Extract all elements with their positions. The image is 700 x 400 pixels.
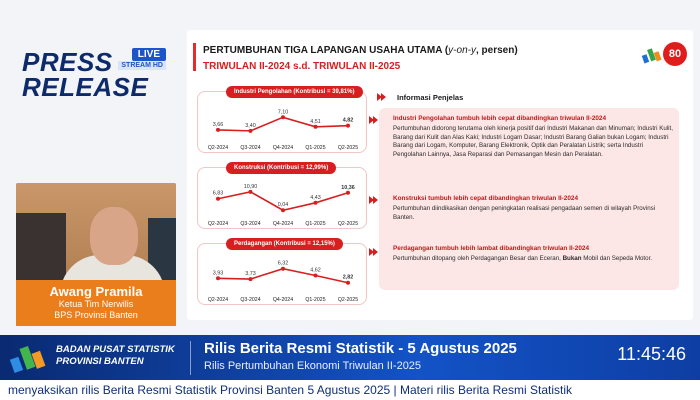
release-text: RELEASE: [22, 72, 149, 102]
x-tick-label: Q4-2024: [272, 297, 294, 303]
bps-logo-icon: [8, 340, 52, 376]
data-point: [314, 274, 318, 278]
pointer-icon: [369, 248, 379, 256]
info-text-bold: Bukan: [562, 255, 582, 262]
info-block-perdagangan: [393, 245, 673, 264]
anniversary-80-badge: 80: [663, 42, 687, 66]
org-name: [56, 344, 175, 368]
chart-title: Perdagangan (Kontribusi = 12,15%): [226, 238, 343, 250]
speaker-name: Awang Pramila: [49, 284, 143, 299]
data-label: 3,66: [212, 121, 224, 128]
data-label: 3,40: [245, 122, 256, 129]
press-release-logo: [22, 47, 163, 102]
x-tick-label: Q3-2024: [240, 145, 261, 151]
speaker-head: [90, 207, 138, 265]
x-tick-label: Q1-2025: [305, 221, 326, 227]
info-text: [393, 255, 673, 264]
data-label: 4,82: [342, 117, 354, 124]
slide-title: [203, 45, 518, 56]
info-heading: Industri Pengolahan tumbuh lebih cepat dibandingkan triwulan II-2024: [393, 115, 607, 122]
bps-logo-icon: [641, 44, 663, 66]
triangle-icon: [381, 93, 386, 101]
news-ticker: [0, 380, 700, 400]
data-label: 3,73: [245, 271, 256, 278]
x-tick-label: Q2-2025: [337, 221, 359, 227]
slide-subtitle: TRIWULAN II-2024 s.d. TRIWULAN II-2025: [203, 61, 401, 72]
slide-title-end: , persen): [475, 45, 518, 56]
info-panel: [379, 108, 679, 290]
info-text: Pertumbuhan didorong terutama oleh kinerja positif dari Industri Makanan dan Minuman; Industri Kulit, Barang dari Kulit dan Alas Kaki; Industri Logam Dasar; Industri Barang Galian bukan Logam; Industri Barang dari Logam, Komputer, Barang Elektronik, Optik dan Peralatan Listrik; serta Industri Pengolahan Lainnya, Jasa Reparasi dan Pemasangan Mesin dan Peralatan.: [393, 125, 673, 158]
chart-industri-svg: [198, 92, 368, 154]
data-label: 4,51: [310, 118, 321, 125]
x-tick-label: Q4-2024: [272, 221, 294, 227]
chart-industri-pengolahan: [197, 91, 367, 153]
x-tick-label: Q2-2025: [337, 297, 359, 303]
clock: 11:45:46: [617, 344, 686, 364]
info-text-part: Pertumbuhan ditopang oleh Perdagangan Besar dan Eceran,: [393, 255, 563, 262]
org-name-line2: PROVINSI BANTEN: [56, 356, 144, 367]
pointer-icon: [369, 196, 379, 204]
info-block-konstruksi: [393, 195, 673, 222]
ticker-text: menyaksikan rilis Berita Resmi Statistik Provinsi Banten 5 Agustus 2025 | Materi rilis Berita Resmi Statistik: [8, 383, 572, 397]
chart-title: Konstruksi (Kontribusi = 12,99%): [226, 162, 336, 174]
data-label: 0,04: [277, 202, 289, 209]
data-point: [249, 129, 253, 133]
live-label: LIVE: [132, 48, 166, 61]
data-point: [281, 115, 285, 119]
data-label: 10,36: [341, 184, 355, 191]
data-point: [249, 277, 253, 281]
data-point: [314, 201, 318, 205]
x-tick-label: Q2-2024: [207, 145, 229, 151]
chart-title: Industri Pengolahan (Kontribusi = 39,81%): [226, 86, 363, 98]
stream-hd-label: STREAM HD: [118, 61, 166, 70]
data-point: [216, 197, 220, 201]
info-title: Informasi Penjelas: [397, 93, 464, 102]
org-name-line1: BADAN PUSAT STATISTIK: [56, 344, 175, 355]
x-tick-label: Q1-2025: [305, 297, 326, 303]
chart-perdagangan-svg: [198, 244, 368, 306]
data-point: [346, 281, 350, 285]
info-text-part: Mobil dan Sepeda Motor.: [581, 255, 653, 262]
info-heading: Konstruksi tumbuh lebih cepat dibandingkan triwulan II-2024: [393, 195, 578, 202]
event-subtitle: Rilis Pertumbuhan Ekonomi Triwulan II-2025: [204, 360, 422, 372]
slide-title-main: PERTUMBUHAN TIGA LAPANGAN USAHA UTAMA (: [203, 45, 449, 56]
x-tick-label: Q2-2025: [337, 145, 359, 151]
data-label: 6,83: [212, 190, 224, 197]
title-accent-bar: [193, 43, 196, 71]
data-point: [216, 276, 220, 280]
speaker-org: BPS Provinsi Banten: [54, 310, 138, 320]
info-text: Pertumbuhan diindikasikan dengan peningkatan realisasi pengadaan semen di wilayah Provinsi Banten.: [393, 205, 656, 221]
series-line: [218, 117, 348, 131]
presentation-slide: [187, 30, 693, 320]
data-point: [216, 128, 220, 132]
live-badge: [104, 48, 166, 74]
lower-third-bar: [0, 335, 700, 380]
info-block-industri: [393, 115, 673, 159]
pointer-icon: [369, 116, 379, 124]
lower-divider: [190, 341, 191, 375]
x-tick-label: Q1-2025: [305, 145, 326, 151]
data-point: [346, 124, 350, 128]
charts-column: [197, 85, 367, 315]
series-line: [218, 269, 348, 283]
data-label: 2,82: [342, 274, 354, 281]
data-point: [314, 125, 318, 129]
speaker-name-band: [16, 280, 176, 326]
data-label: 4,62: [310, 267, 321, 274]
data-label: 10,90: [243, 183, 258, 190]
chart-perdagangan: [197, 243, 367, 305]
chart-konstruksi: [197, 167, 367, 229]
data-point: [281, 267, 285, 271]
data-label: 3,93: [212, 270, 224, 277]
data-point: [281, 208, 285, 212]
data-point: [346, 191, 350, 195]
chart-konstruksi-svg: [198, 168, 368, 230]
event-title: Rilis Berita Resmi Statistik - 5 Agustus 2025: [204, 340, 517, 357]
x-tick-label: Q3-2024: [240, 297, 261, 303]
info-header: [377, 93, 463, 102]
data-point: [249, 190, 253, 194]
x-tick-label: Q2-2024: [207, 297, 229, 303]
press-text: PRESS: [22, 47, 113, 77]
data-label: 7,10: [277, 109, 289, 116]
speaker-role: Ketua Tim Nerwilis: [58, 299, 134, 309]
x-tick-label: Q2-2024: [207, 221, 229, 227]
x-tick-label: Q3-2024: [240, 221, 261, 227]
info-heading: Perdagangan tumbuh lebih lambat dibandingkan triwulan II-2024: [393, 245, 590, 252]
slide-title-yoy: y-on-y: [448, 45, 476, 56]
x-tick-label: Q4-2024: [272, 145, 294, 151]
data-label: 6,32: [277, 260, 289, 267]
data-label: 4,43: [310, 194, 321, 201]
